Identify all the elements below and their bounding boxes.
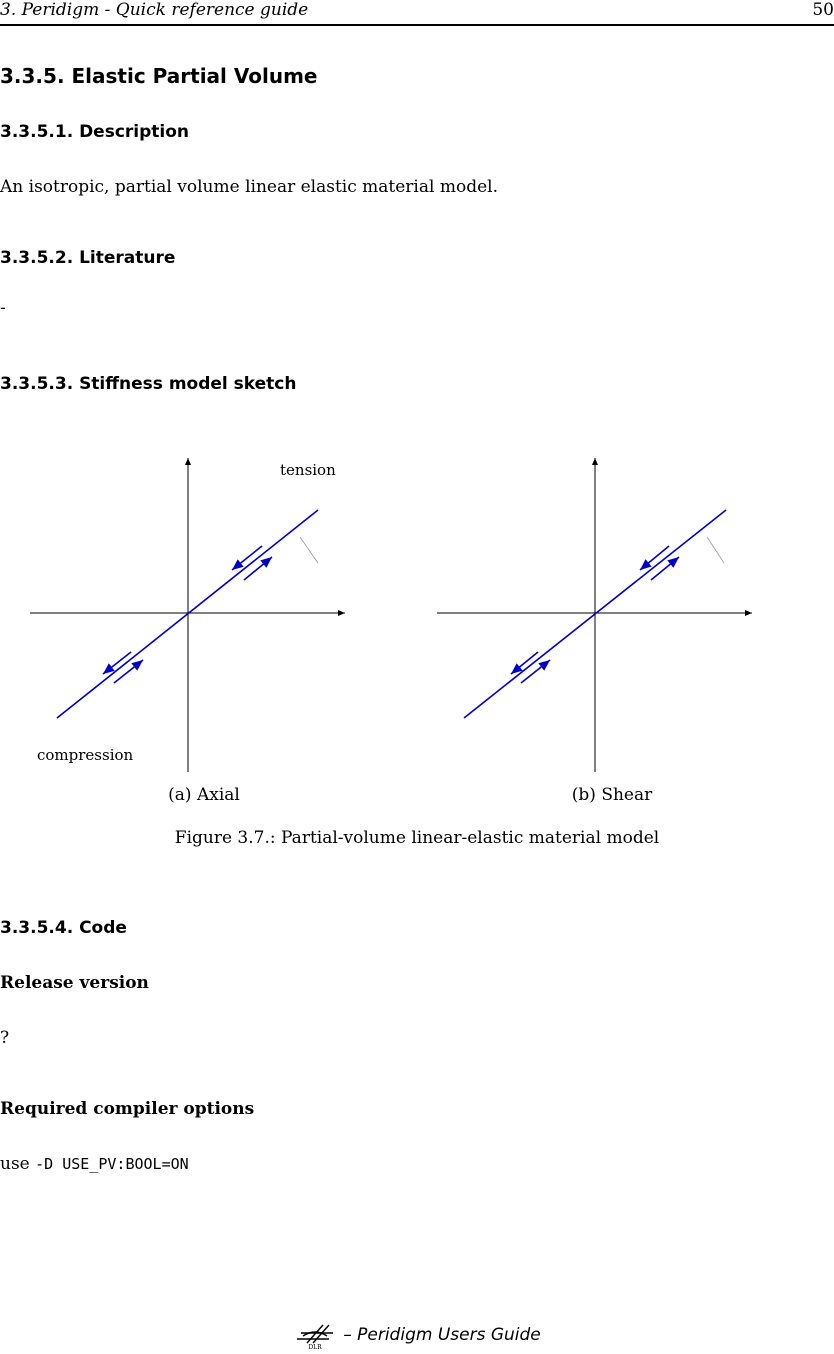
header-rule bbox=[0, 24, 834, 26]
footer bbox=[0, 1320, 834, 1354]
sketch-heading: 3.3.5.3. Stiffness model sketch bbox=[0, 374, 297, 394]
release-version-value: ? bbox=[0, 1028, 10, 1048]
dlr-logo bbox=[293, 1320, 337, 1350]
compiler-options-title: Required compiler options bbox=[0, 1099, 255, 1119]
code-heading: 3.3.5.4. Code bbox=[0, 918, 127, 938]
shear-panel bbox=[437, 458, 752, 805]
description-heading: 3.3.5.1. Description bbox=[0, 122, 190, 142]
page-number: 50 bbox=[812, 0, 834, 20]
compiler-options-line bbox=[0, 1154, 189, 1174]
running-title: 3. Peridigm - Quick reference guide bbox=[0, 0, 309, 20]
description-text: An isotropic, partial volume linear elastic material model. bbox=[0, 177, 498, 197]
axial-tension-arrow-up bbox=[244, 557, 272, 580]
figure-caption: Figure 3.7.: Partial-volume linear-elastic material model bbox=[174, 828, 660, 848]
axial-panel bbox=[30, 458, 345, 805]
footer-text: – Peridigm Users Guide bbox=[343, 1325, 541, 1345]
shear-slope-mark bbox=[707, 537, 724, 563]
compiler-prefix: use bbox=[0, 1154, 30, 1174]
tension-label: tension bbox=[280, 461, 336, 479]
shear-upper-arrow-up bbox=[651, 557, 679, 580]
axial-compression-arrow-up bbox=[114, 660, 143, 683]
literature-heading: 3.3.5.2. Literature bbox=[0, 248, 176, 268]
shear-caption: (b) Shear bbox=[571, 785, 653, 805]
compression-label: compression bbox=[37, 746, 134, 764]
compiler-flag: -D USE_PV:BOOL=ON bbox=[35, 1155, 189, 1173]
stiffness-figure bbox=[0, 440, 834, 820]
literature-text: - bbox=[0, 298, 6, 318]
release-version-title: Release version bbox=[0, 973, 149, 993]
axial-caption: (a) Axial bbox=[168, 785, 240, 805]
section-title: 3.3.5. Elastic Partial Volume bbox=[0, 64, 318, 88]
dlr-logo-text: DLR bbox=[308, 1344, 322, 1350]
axial-slope-mark bbox=[300, 537, 318, 563]
shear-lower-arrow-up bbox=[521, 660, 550, 683]
